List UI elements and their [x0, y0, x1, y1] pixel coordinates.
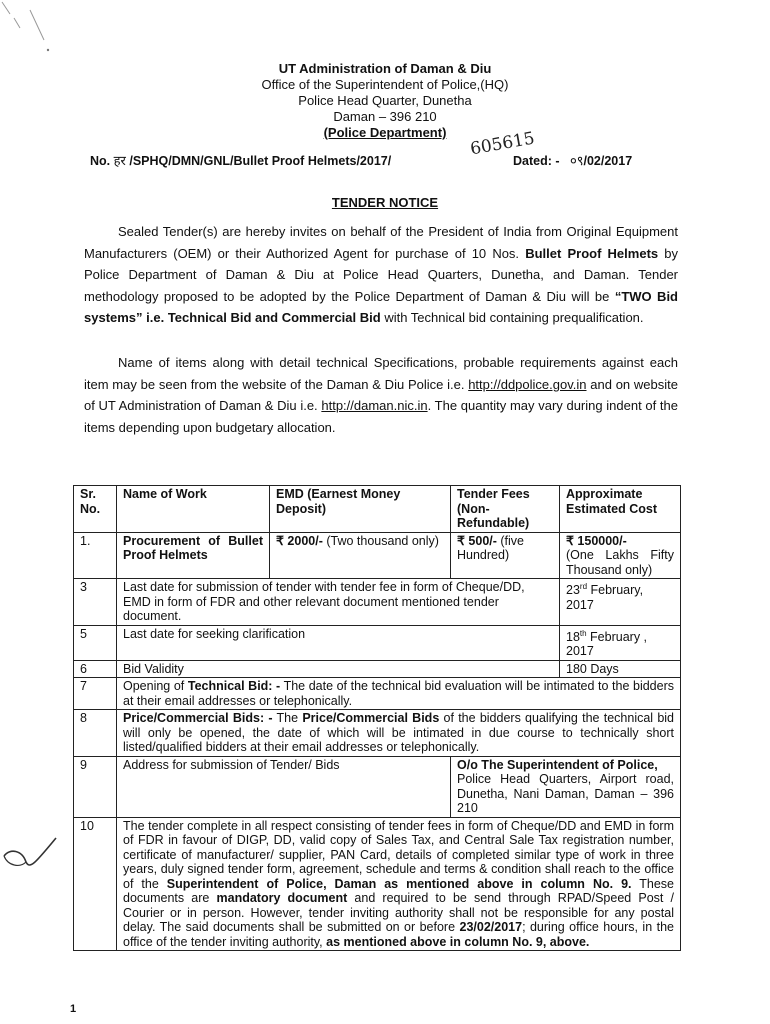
daman-nic-link[interactable]: http://daman.nic.in: [321, 398, 428, 414]
para2-text-3: . The quantity may vary during indent of the items depending upon budgetary allocation.: [84, 398, 678, 435]
row8-bold-1: Price/Commercial Bids: -: [123, 711, 273, 726]
header-sr: Sr. No.: [74, 486, 117, 533]
row10-text-2: These documents are: [123, 876, 675, 906]
row9-address-rest: Police Head Quarters, Airport road, Dunetha, Nani Daman, Daman – 396 210: [457, 772, 674, 816]
row10-text: [117, 817, 681, 951]
row10-bold-1: Superintendent of Police, Daman as mentioned above in column No. 9.: [166, 876, 632, 891]
dated-label: Dated: -: [513, 154, 560, 168]
table-row: [74, 710, 681, 757]
row8-text: [117, 710, 681, 757]
table-row: [74, 625, 681, 660]
row1-fee-amount: ₹ 500/-: [457, 533, 497, 548]
row1-emd-amount: ₹ 2000/-: [276, 533, 323, 548]
row5-label: Last date for seeking clarification: [117, 625, 560, 660]
row6-label: Bid Validity: [117, 660, 560, 678]
row1-emd: [270, 532, 451, 579]
row10-text-1: The tender complete in all respect consisting of tender fees in form of Cheque/DD and EMD in form of FDR in favour of DIGP, DD, valid copy of Sales Tax, and Central Sale Tax registration number, certificate of manufacturer/ supplier, PAN Card, details of completed similar type of work in three years, duly signed tender form, agreement, schedule and terms & condition shall reach to the office of the: [123, 818, 674, 891]
tender-schedule-table: [73, 485, 681, 951]
para1-bold-2: “TWO Bid systems” i.e. Technical Bid and Commercial Bid: [84, 288, 678, 326]
para2-text-1: Name of items along with detail technical Specifications, probable requirements against each item may be seen from the website of the Daman & Diu Police i.e.: [84, 355, 678, 392]
header-line-5: (Police Department): [323, 125, 447, 140]
row1-name: Procurement of Bullet Proof Helmets: [117, 532, 270, 579]
row1-emd-words: (Two thousand only): [322, 533, 439, 548]
para2-text-2: and on website of UT Administration of Daman & Diu i.e.: [84, 376, 678, 414]
row5-sr: 5: [74, 625, 117, 660]
header-name-of-work: Name of Work: [117, 486, 270, 533]
handwritten-number: 605615: [468, 128, 537, 160]
row3-label: Last date for submission of tender with tender fee in form of Cheque/DD, EMD in form of FDR and other relevant document mentioned tender document.: [117, 579, 560, 626]
letterhead: [0, 61, 770, 141]
header-line-3: Police Head Quarter, Dunetha: [298, 93, 472, 108]
table-row: [74, 660, 681, 678]
page-number: 1: [70, 1003, 77, 1015]
paragraph-1: [84, 221, 678, 329]
row1-sr: 1.: [74, 532, 117, 579]
row3-value: [560, 579, 681, 626]
row8-text-1: The: [272, 711, 303, 726]
row3-rest: February, 2017: [566, 583, 644, 612]
row10-bold-3: 23/02/2017: [459, 920, 523, 935]
header-line-4: Daman – 396 210: [333, 109, 437, 124]
row3-sup: rd: [579, 582, 588, 591]
ref-no-value: हर: [113, 154, 126, 169]
dated-rest: /02/2017: [583, 154, 633, 168]
notice-title: TENDER NOTICE: [331, 195, 439, 210]
header-line-2: Office of the Superintendent of Police,(HQ): [261, 77, 509, 92]
row5-day: 18: [566, 629, 580, 644]
row7-sr: 7: [74, 678, 117, 710]
reference-number: [90, 151, 391, 169]
row3-sr: 3: [74, 579, 117, 626]
para1-text-1: Sealed Tender(s) are hereby invites on behalf of the President of India from Original Equipment Manufacturers (OEM) or their Authorized Agent for purchase of 10 Nos.: [84, 224, 678, 261]
row6-sr: 6: [74, 660, 117, 678]
para1-text-3: with Technical bid containing prequalification.: [380, 310, 644, 326]
table-row: [74, 817, 681, 951]
row8-text-2: of the bidders qualifying the technical bid will only be opened, the date of which will be intimated in due course to technically short listed/qualified bidders at their email addresses or telephonically.: [123, 711, 675, 755]
row7-text-2: The date of the technical bid evaluation will be intimated to the bidders at their email addresses or telephonically.: [123, 679, 674, 708]
row1-fee-words: (five Hundred): [457, 533, 525, 562]
row8-sr: 8: [74, 710, 117, 757]
header-line-1: UT Administration of Daman & Diu: [278, 61, 492, 76]
table-row: [74, 678, 681, 710]
ref-no-label: No.: [90, 154, 111, 168]
row10-bold-2: mandatory document: [216, 891, 348, 906]
row9-label: Address for submission of Tender/ Bids: [117, 756, 451, 817]
reference-date: [513, 151, 632, 169]
row5-sup: th: [579, 628, 587, 638]
row10-bold-4: as mentioned above in column No. 9, above.: [326, 934, 590, 949]
para1-text-2: by Police Department of Daman & Diu at Police Head Quarters, Dunetha, and Daman. Tender methodology proposed to be adopted by the Police Department of Daman & Diu will be: [84, 245, 679, 304]
row7-text: [117, 678, 681, 710]
dated-day: ०९: [569, 154, 584, 169]
scan-corner-mark: [0, 0, 70, 70]
row9-address: [451, 756, 681, 817]
row5-value: [560, 625, 681, 660]
row10-text-3: and required to be send through RPAD/Speed Post / Courier or in person. However, tender inviting authority shall not be responsible for any postal delay. The said documents shall be submitted on or before: [123, 891, 674, 935]
row7-bold-1: Technical Bid: -: [187, 679, 281, 694]
row9-sr: 9: [74, 756, 117, 817]
row6-value: 180 Days: [560, 660, 681, 678]
table-row: [74, 756, 681, 817]
row1-fees: [451, 532, 560, 579]
row10-sr: 10: [74, 817, 117, 951]
row8-bold-2: Price/Commercial Bids: [302, 711, 440, 726]
row1-cost-words: (One Lakhs Fifty Thousand only): [566, 548, 674, 577]
row3-day: 23: [566, 583, 580, 598]
row9-address-office: O/o The Superintendent of Police,: [457, 757, 658, 772]
row1-cost-amount: ₹ 150000/-: [566, 533, 627, 548]
ref-no-text: /SPHQ/DMN/GNL/Bullet Proof Helmets/2017/: [129, 154, 392, 168]
table-row: [74, 579, 681, 626]
para1-bold-1: Bullet Proof Helmets: [525, 245, 659, 261]
table-header-row: [74, 486, 681, 533]
header-estimated-cost: Approximate Estimated Cost: [560, 486, 681, 533]
ddpolice-link[interactable]: http://ddpolice.gov.in: [468, 376, 587, 392]
row5-rest: February , 2017: [566, 629, 648, 659]
paragraph-2: [84, 352, 678, 438]
header-emd: EMD (Earnest Money Deposit): [270, 486, 451, 533]
header-tender-fees: Tender Fees (Non-Refundable): [451, 486, 560, 533]
handwritten-tick-mark: [0, 832, 60, 882]
row1-cost: [560, 532, 681, 579]
table-row: [74, 532, 681, 579]
row10-text-4: ; during office hours, in the office of the tender inviting authority,: [123, 920, 674, 949]
row7-text-1: Opening of: [123, 679, 188, 694]
